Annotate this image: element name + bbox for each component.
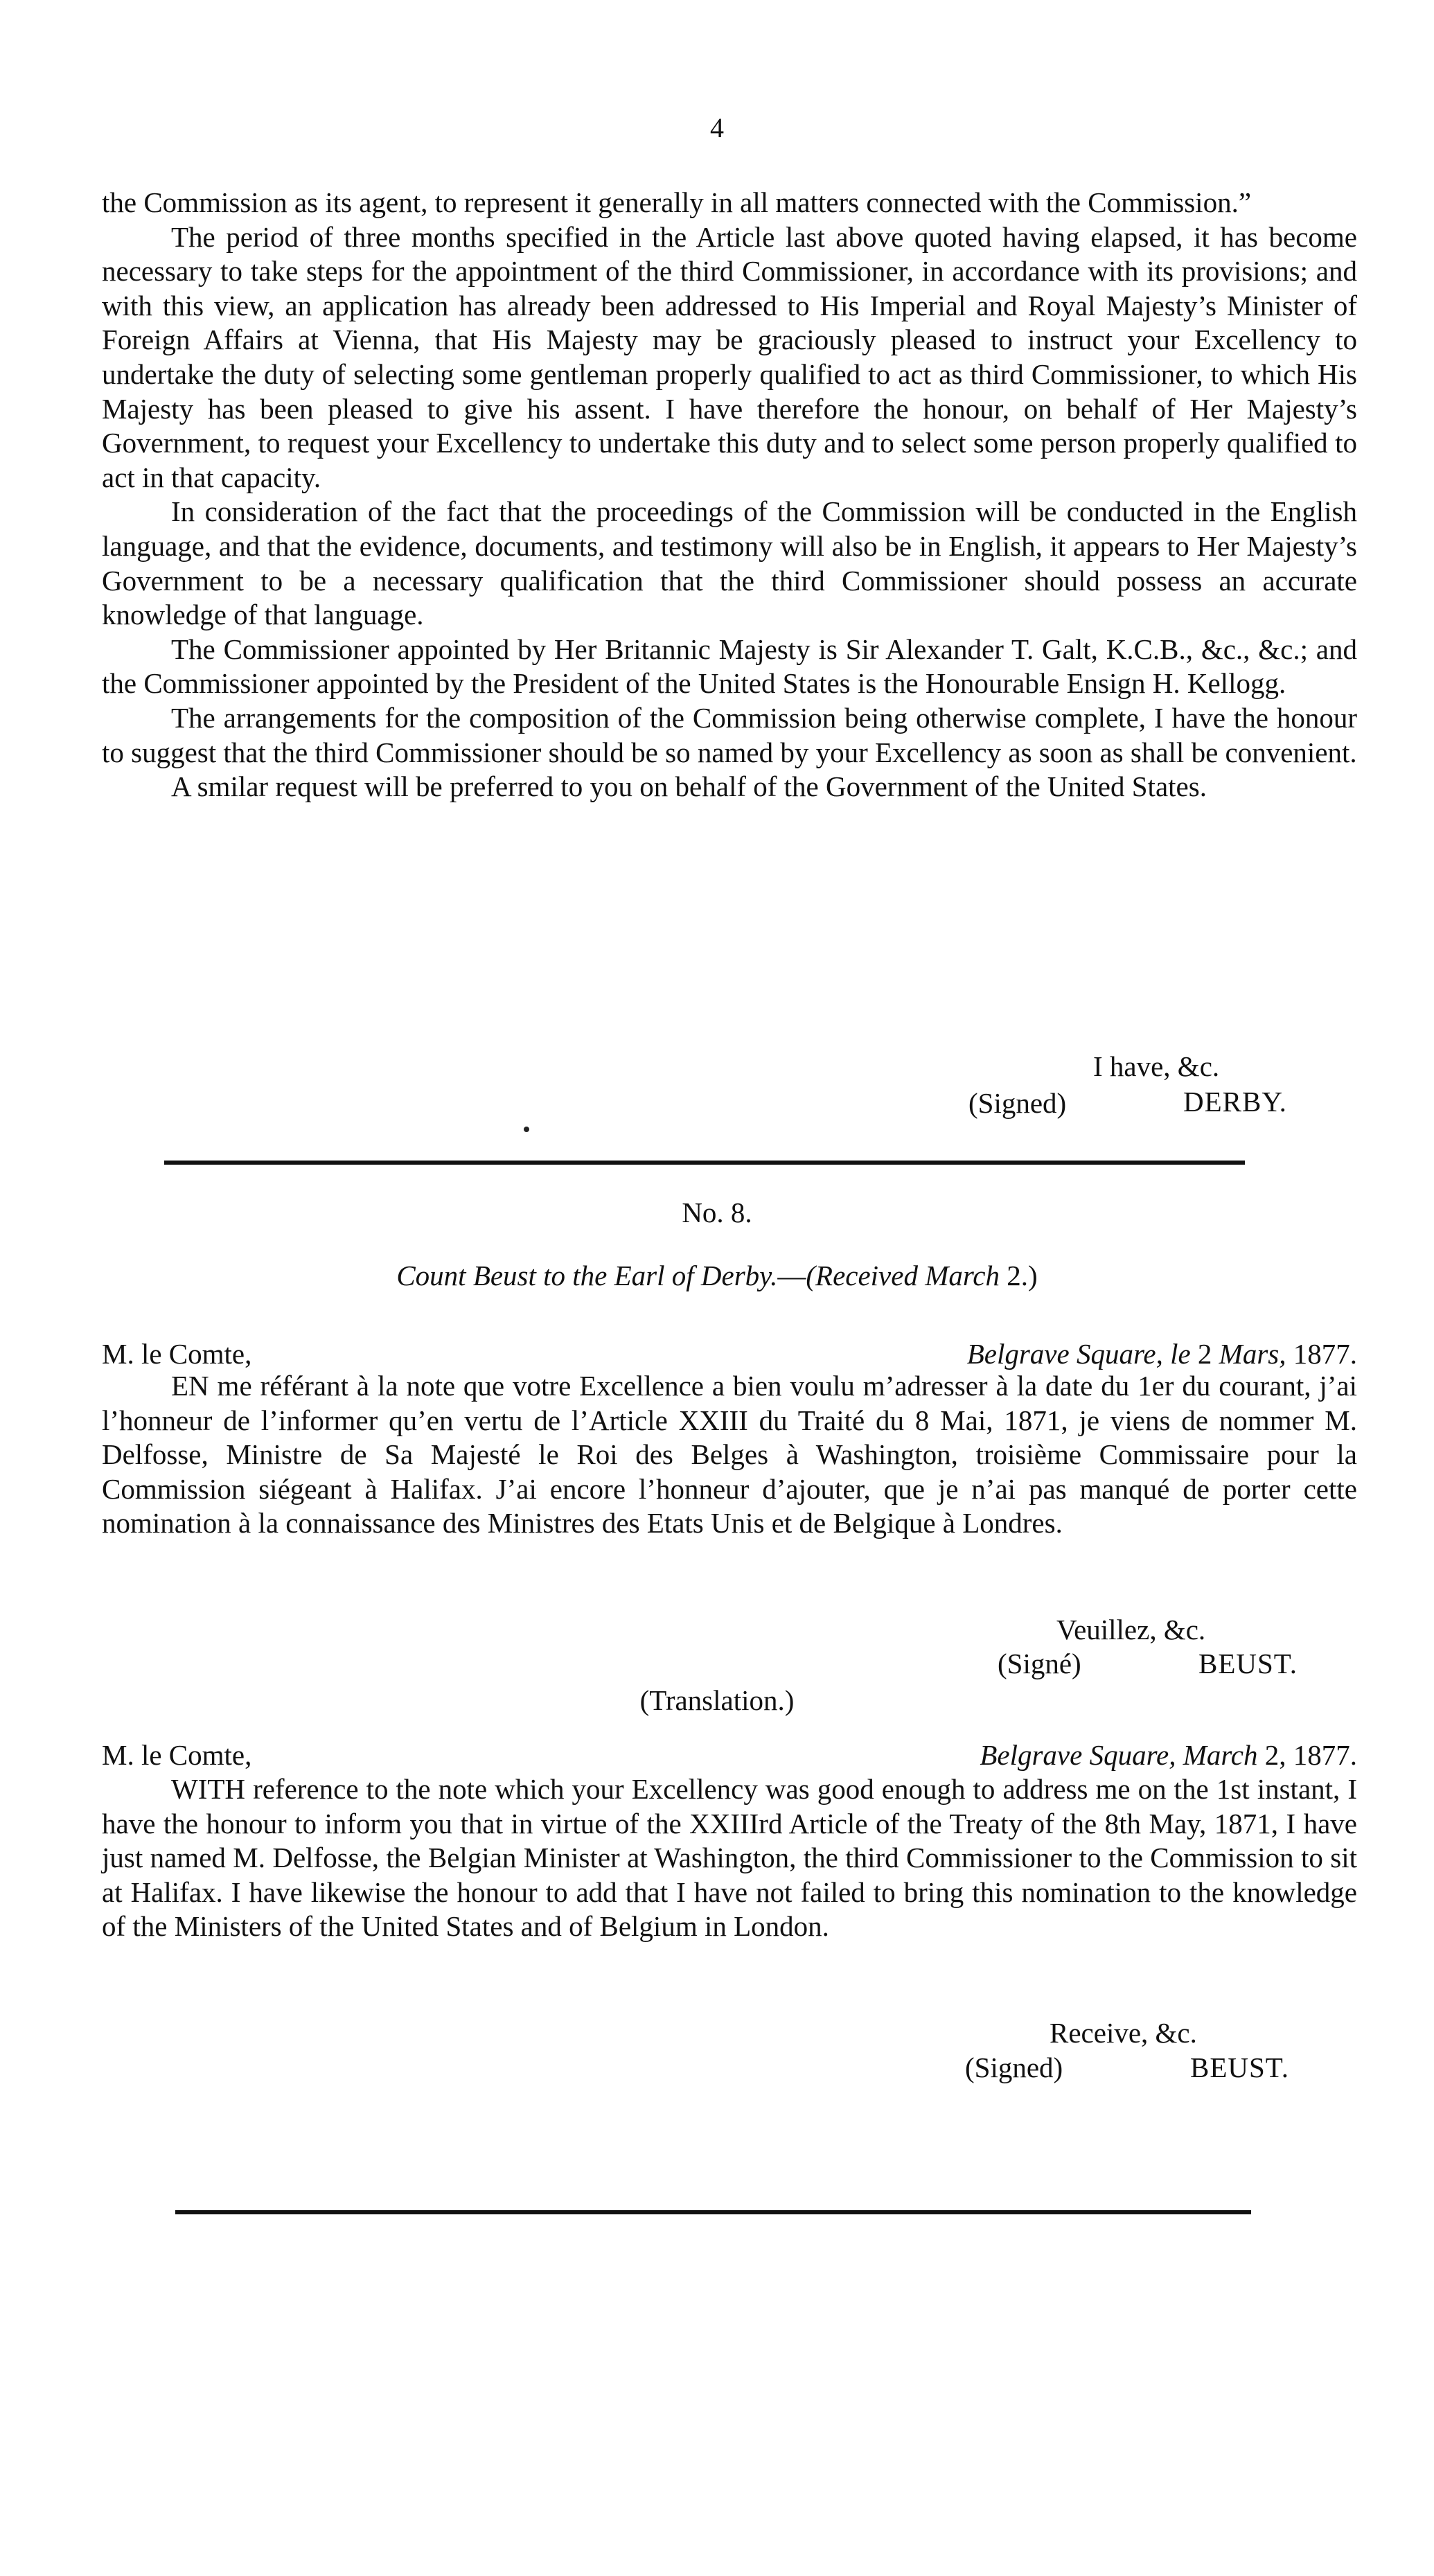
signed-label: (Signed) xyxy=(965,2052,1063,2083)
ink-speck xyxy=(524,1127,529,1132)
paragraph: The Commissioner appointed by Her Britannic Majesty is Sir Alexander T. Galt, K.C.B., &c., &c.; and the Commissioner appointed by the President of the United States is the Honourable Ensign H. Kellogg. xyxy=(102,633,1357,700)
paragraph: The arrangements for the composition of the Commission being otherwise complete, I have the honour to suggest that the third Commissioner should be so named by your Excellency as soon as shall be convenient. xyxy=(102,701,1357,768)
dateline xyxy=(967,1337,1357,1372)
heading-date: 2.) xyxy=(1007,1260,1038,1291)
paragraph: A smilar request will be preferred to you on behalf of the Government of the United States. xyxy=(171,770,1207,803)
translation-label: (Translation.) xyxy=(639,1684,795,1716)
letter-derby-body xyxy=(102,186,1357,804)
paragraph-text: reference to the note which your Excellency was good enough to address me on the 1st instant, I have the honour to inform you that in virtue of the XXIIIrd Article of the Treaty of the 8th May, 1871, I have just named M. Delfosse, the Belgian Minister at Washington, the third Commissioner to the Commission to sit at Halifax. I have likewise the honour to add that I have not failed to bring this nomination to the knowledge of the Ministers of the United States and of Belgium in London. xyxy=(102,1773,1357,1943)
dateline-month: Mars, xyxy=(1219,1338,1286,1370)
salutation: M. le Comte, xyxy=(102,1338,252,1370)
opening-word: EN xyxy=(171,1370,209,1402)
signed-label: (Signed) xyxy=(968,1087,1067,1119)
dateline-place: Belgrave Square, le xyxy=(966,1338,1191,1370)
dateline-place: Belgrave Square, March xyxy=(980,1739,1258,1771)
end-rule xyxy=(175,2210,1251,2214)
section-rule xyxy=(164,1161,1245,1165)
document-heading xyxy=(0,1259,1434,1294)
opening-word: WITH xyxy=(171,1773,246,1805)
closing: I have, &c. xyxy=(1093,1050,1220,1082)
heading-received: (Received March xyxy=(806,1260,1000,1291)
heading-title: Count Beust to the Earl of Derby. xyxy=(396,1260,778,1291)
salutation: M. le Comte, xyxy=(102,1739,252,1771)
paragraph xyxy=(102,1772,1357,1944)
paragraph: In consideration of the fact that the proceedings of the Commission will be conducted in the English language, and that the evidence, documents, and testimony will also be in English, it appears to Her Majesty’s Government to be a necessary qualification that the third Commissioner should possess an accurate knowledge of that language. xyxy=(102,495,1357,631)
signed-label: (Signé) xyxy=(998,1648,1081,1679)
closing: Receive, &c. xyxy=(1050,2017,1197,2049)
paragraph: The period of three months specified in the Article last above quoted having elapsed, it has become necessary to take steps for the appointment of the third Commissioner, in accordance with its provisions; and with this view, an application has already been addressed to His Imperial and Royal Majesty’s Minister of Foreign Affairs at Vienna, that His Majesty may be graciously pleased to instruct your Excellency to undertake the duty of selecting some gentleman properly qualified to act as third Commissioner, to which His Majesty has been pleased to give his assent. I have therefore the honour, on behalf of Her Majesty’s Government, to request your Excellency to undertake this duty and to select some person properly qualified to act in that capacity. xyxy=(102,220,1357,493)
paragraph xyxy=(102,1369,1357,1541)
paragraph-text: me référant à la note que votre Excellence a bien voulu m’adresser à la date du 1er du courant, j’ai l’honneur de l’informer qu’en vertu de l’Article XXIII du Traité du 8 Mai, 1871, je viens de nommer M. Delfosse, Ministre de Sa Majesté le Roi des Belges à Washington, troisième Commissaire pour la Commission siégeant à Halifax. J’ai encore l’honneur d’ajouter, que je n’ai pas manqué de porter cette nomination à la connaissance des Ministres des Etats Unis et de Belgique à Londres. xyxy=(102,1370,1357,1540)
signature: DERBY. xyxy=(1183,1086,1287,1118)
document-number: No. 8. xyxy=(682,1197,752,1228)
dateline-rest: 2, 1877. xyxy=(1264,1739,1357,1771)
closing: Veuillez, &c. xyxy=(1056,1614,1206,1646)
signature: BEUST. xyxy=(1190,2052,1290,2083)
page-number: 4 xyxy=(710,112,724,143)
dateline-year: 1877. xyxy=(1293,1338,1357,1370)
signature: BEUST. xyxy=(1198,1648,1298,1679)
heading-dash: — xyxy=(777,1260,806,1291)
dateline-day: 2 xyxy=(1197,1338,1212,1370)
letter-french-body xyxy=(102,1369,1357,1541)
dateline xyxy=(980,1738,1357,1773)
letter-english-body xyxy=(102,1772,1357,1944)
paragraph: the Commission as its agent, to represent it generally in all matters connected with the Commission.” xyxy=(102,186,1252,218)
